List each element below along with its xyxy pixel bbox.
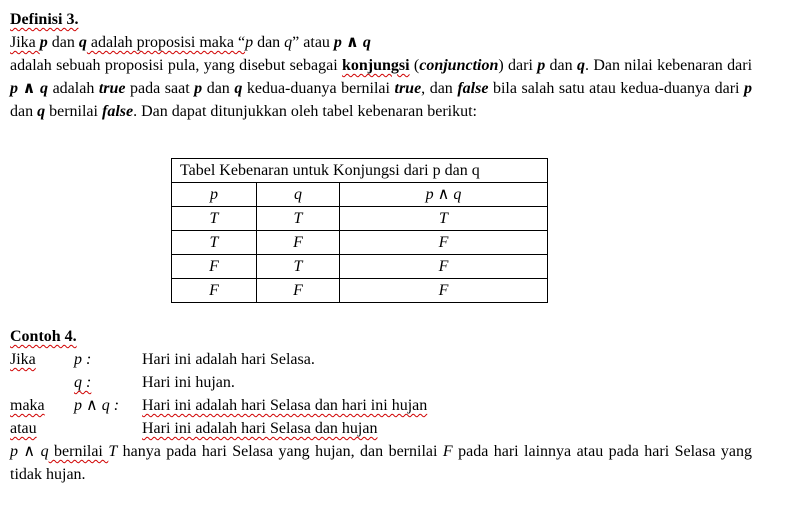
- example-symbol: p :: [74, 351, 92, 368]
- cell-p-and-q: T: [340, 207, 548, 231]
- definition-title: Definisi 3.: [10, 11, 79, 28]
- table-row: [172, 279, 548, 303]
- cell-p: T: [172, 207, 257, 231]
- definition-body: adalah sebuah proposisi pula, yang disebut sebagai konjungsi (conjunction) dari p dan q. Dan nilai kebenaran dari p ∧ q adalah true pada saat p dan q kedua-duanya bernilai true, dan false bila salah satu atau kedua-duanya dari p dan q bernilai false. Dan dapat ditunjukkan oleh tabel kebenaran berikut:: [10, 57, 753, 120]
- cell-p: F: [172, 279, 257, 303]
- table-row: [172, 231, 548, 255]
- cell-q: F: [257, 279, 340, 303]
- example-line: [10, 394, 752, 417]
- example-lead: Jika: [10, 351, 36, 368]
- example-title: Contoh 4.: [10, 328, 77, 345]
- definition-section: [10, 8, 752, 123]
- example-statement: Hari ini adalah hari Selasa dan hujan: [142, 420, 378, 437]
- header-q: q: [257, 183, 340, 207]
- table-caption-row: [172, 159, 548, 183]
- table-row: [172, 255, 548, 279]
- example-lead: maka: [10, 397, 45, 414]
- cell-p-and-q: F: [340, 231, 548, 255]
- header-p-and-q: p ∧ q: [340, 183, 548, 207]
- example-conclusion: p ∧ q bernilai T hanya pada hari Selasa yang hujan, dan bernilai F pada hari lainnya atau pada hari Selasa yang tidak hujan.: [10, 443, 752, 483]
- cell-q: F: [257, 231, 340, 255]
- example-line: [10, 371, 752, 394]
- example-section: [10, 325, 752, 486]
- cell-p-and-q: F: [340, 255, 548, 279]
- cell-p: F: [172, 255, 257, 279]
- truth-table: [171, 158, 548, 303]
- definition-intro: Jika p dan q adalah proposisi maka “p dan q” atau p ∧ q: [10, 34, 371, 51]
- example-symbol: q :: [74, 374, 92, 391]
- example-statement: Hari ini adalah hari Selasa dan hari ini hujan: [142, 397, 428, 414]
- example-lead: atau: [10, 420, 37, 437]
- table-caption: Tabel Kebenaran untuk Konjungsi dari p dan q: [172, 159, 548, 183]
- example-statement: Hari ini adalah hari Selasa.: [142, 351, 315, 368]
- header-p: p: [172, 183, 257, 207]
- example-line: [10, 348, 752, 371]
- cell-q: T: [257, 255, 340, 279]
- truth-table-container: [171, 158, 548, 303]
- example-line: [10, 417, 752, 440]
- example-statement: Hari ini hujan.: [142, 374, 235, 391]
- cell-p: T: [172, 231, 257, 255]
- cell-q: T: [257, 207, 340, 231]
- table-row: [172, 207, 548, 231]
- table-header-row: [172, 183, 548, 207]
- cell-p-and-q: F: [340, 279, 548, 303]
- example-symbol: p ∧ q :: [74, 397, 120, 414]
